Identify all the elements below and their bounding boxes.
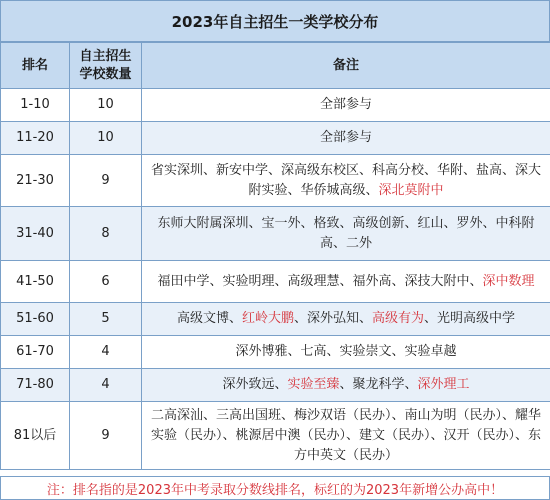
rank-cell: 21-30 bbox=[1, 155, 70, 207]
note-text: 、光明高级中学 bbox=[424, 311, 516, 326]
table-row bbox=[1, 89, 550, 122]
note-text: 深外致远、 bbox=[222, 377, 288, 392]
note-cell bbox=[142, 122, 550, 155]
table-row bbox=[1, 122, 550, 155]
count-cell: 10 bbox=[70, 89, 142, 122]
rank-cell: 1-10 bbox=[1, 89, 70, 122]
note-cell bbox=[142, 207, 550, 261]
rank-cell: 71-80 bbox=[1, 369, 70, 402]
new-school-highlight: 高级有为 bbox=[372, 311, 425, 326]
count-cell: 8 bbox=[70, 207, 142, 261]
rank-cell: 81以后 bbox=[1, 402, 70, 470]
note-text: 省实深圳、新安中学、深高级东校区、科高分校、华附、盐高、深大附实验、华侨城高级、 bbox=[150, 162, 541, 198]
school-distribution-table bbox=[0, 42, 550, 470]
count-cell: 10 bbox=[70, 122, 142, 155]
table-row bbox=[1, 155, 550, 207]
note-cell bbox=[142, 369, 550, 402]
new-school-highlight: 深外理工 bbox=[417, 377, 470, 392]
table-row bbox=[1, 336, 550, 369]
rank-cell: 41-50 bbox=[1, 261, 70, 303]
count-cell: 9 bbox=[70, 155, 142, 207]
new-school-highlight: 实验至臻 bbox=[287, 377, 340, 392]
new-school-highlight: 深中数理 bbox=[482, 273, 535, 289]
note-text: 福田中学、实验明理、高级理慧、福外高、深技大附中、 bbox=[157, 273, 483, 289]
note-cell bbox=[142, 261, 550, 303]
count-cell: 4 bbox=[70, 336, 142, 369]
footer-note: 注：排名指的是2023年中考录取分数线排名，标红的为2023年新增公办高中！ bbox=[0, 476, 550, 500]
header-rank: 排名 bbox=[1, 43, 70, 89]
note-cell bbox=[142, 303, 550, 336]
table-header-row bbox=[1, 43, 550, 89]
table-row bbox=[1, 261, 550, 303]
rank-cell: 31-40 bbox=[1, 207, 70, 261]
table-row bbox=[1, 369, 550, 402]
note-text: 全部参与 bbox=[319, 97, 372, 112]
header-note: 备注 bbox=[142, 43, 550, 89]
table-body bbox=[1, 89, 550, 470]
note-cell bbox=[142, 402, 550, 470]
note-cell bbox=[142, 89, 550, 122]
count-cell: 9 bbox=[70, 402, 142, 470]
note-text: 深外博雅、七高、实验崇文、实验卓越 bbox=[235, 344, 457, 359]
count-cell: 6 bbox=[70, 261, 142, 303]
note-text: 东师大附属深圳、宝一外、格致、高级创新、红山、罗外、中科附高、二外 bbox=[157, 215, 535, 251]
table-row bbox=[1, 303, 550, 336]
header-count bbox=[70, 43, 142, 89]
table-row bbox=[1, 207, 550, 261]
note-text: 、深外弘知、 bbox=[293, 311, 372, 326]
table-title: 2023年自主招生一类学校分布 bbox=[0, 0, 550, 42]
note-cell bbox=[142, 336, 550, 369]
note-text: 、聚龙科学、 bbox=[339, 377, 418, 392]
note-text: 高级文博、 bbox=[176, 311, 242, 326]
note-cell bbox=[142, 155, 550, 207]
new-school-highlight: 深北莫附中 bbox=[378, 182, 444, 198]
rank-cell: 11-20 bbox=[1, 122, 70, 155]
note-text: 全部参与 bbox=[319, 130, 372, 145]
new-school-highlight: 红岭大鹏 bbox=[241, 311, 294, 326]
rank-cell: 51-60 bbox=[1, 303, 70, 336]
table-row bbox=[1, 402, 550, 470]
rank-cell: 61-70 bbox=[1, 336, 70, 369]
count-cell: 4 bbox=[70, 369, 142, 402]
count-cell: 5 bbox=[70, 303, 142, 336]
note-text: 二高深汕、三高出国班、梅沙双语（民办）、南山为明（民办）、耀华实验（民办）、桃源居中澳（民办）、建文（民办）、汉开（民办）、东方中英文（民办） bbox=[150, 407, 541, 463]
header-count-line1: 自主招生 bbox=[79, 48, 132, 64]
header-count-line2: 学校数量 bbox=[79, 66, 132, 82]
